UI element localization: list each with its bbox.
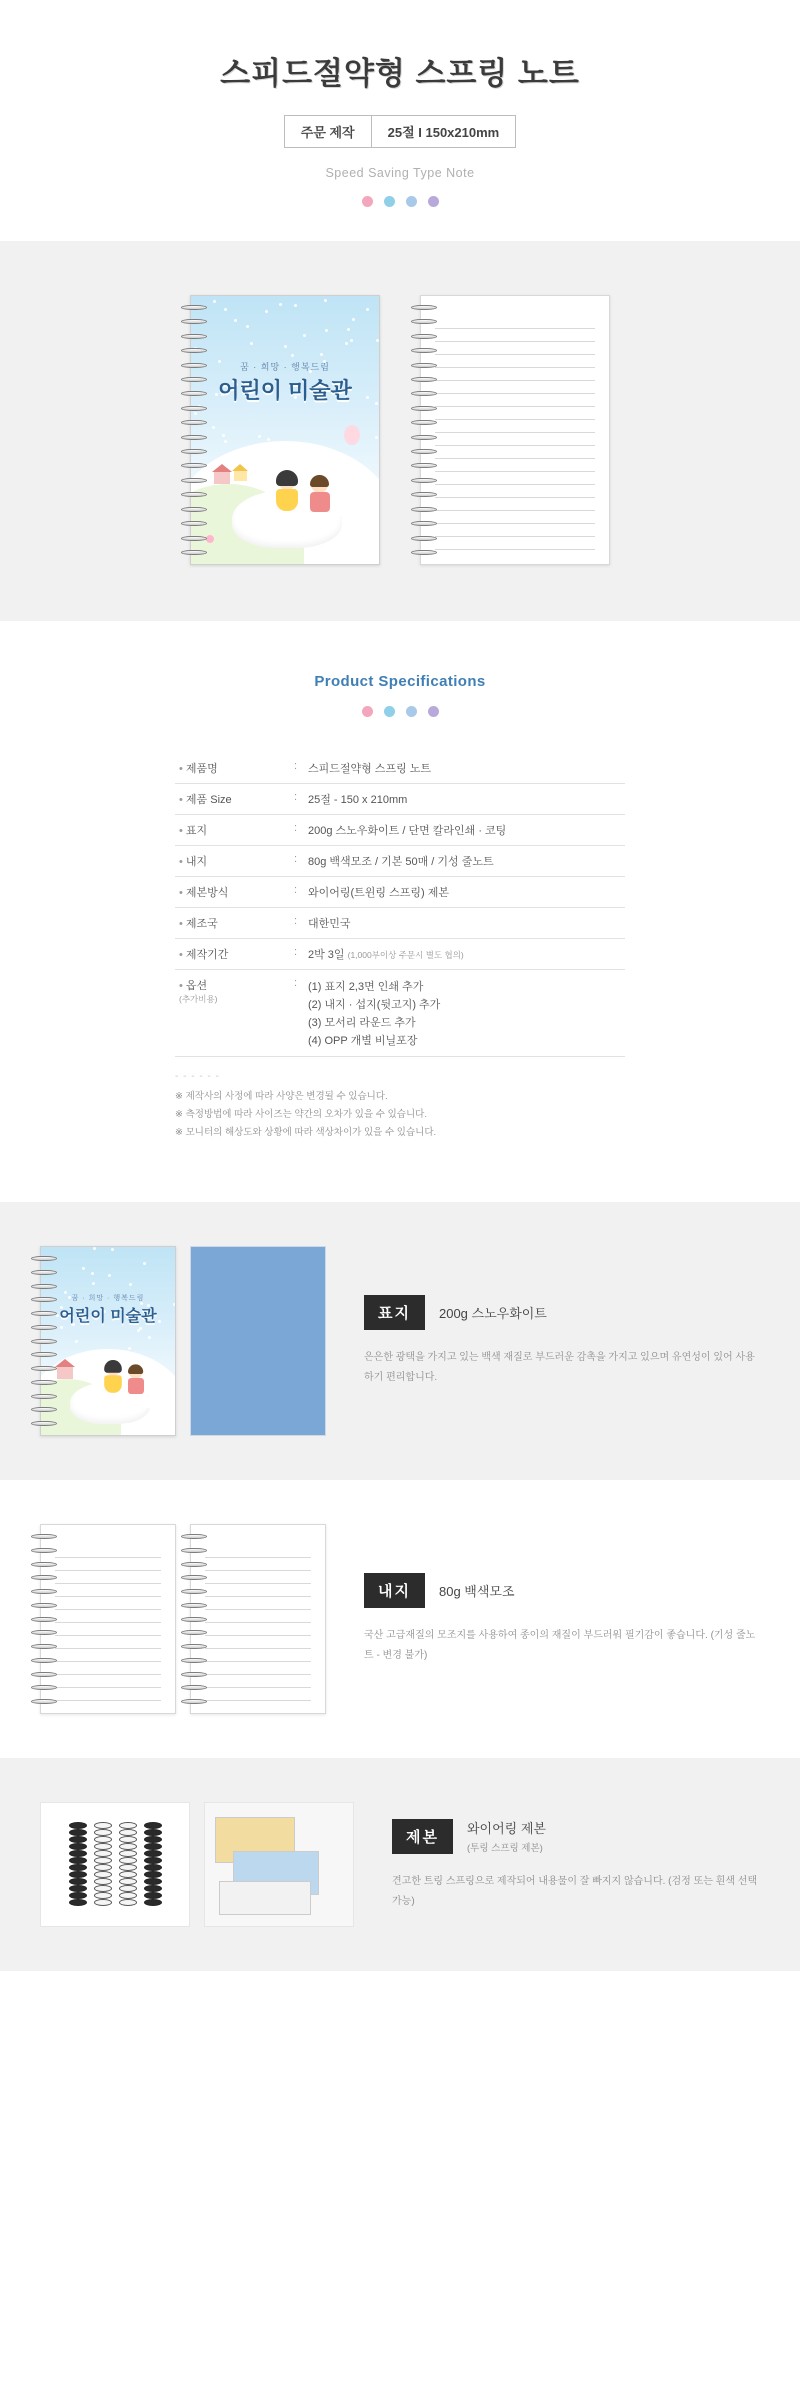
- wire-ring-icon: [94, 1836, 112, 1843]
- star-icon: [267, 438, 270, 441]
- star-icon: [291, 354, 294, 357]
- wire-ring-icon: [69, 1892, 87, 1899]
- badge-binding: 제본: [392, 1819, 453, 1854]
- divider-dashes: - - - - - -: [175, 1071, 220, 1082]
- star-icon: [92, 1282, 95, 1285]
- disclaimer-notes: [175, 1088, 625, 1142]
- wire-ring-icon: [94, 1899, 112, 1906]
- wire-ring-icon: [94, 1850, 112, 1857]
- specifications-section: [0, 621, 800, 1202]
- wire-ring-icon: [69, 1836, 87, 1843]
- wire-ring-icon: [144, 1892, 162, 1899]
- spiral-binding-icon-2: [411, 295, 437, 565]
- wire-ring-icon: [119, 1864, 137, 1871]
- rule-line: [205, 1636, 311, 1649]
- bound-notebooks-photo: [204, 1802, 354, 1927]
- rule-line: [55, 1623, 161, 1636]
- wire-ring-icon: [119, 1871, 137, 1878]
- spec-colon: :: [290, 877, 304, 908]
- cover-title-small: 어린이 미술관: [59, 1308, 157, 1326]
- wire-rings-photo: [40, 1802, 190, 1927]
- dot-1: [362, 196, 373, 207]
- girl-illustration: [274, 472, 300, 518]
- wire-ring-icon: [69, 1857, 87, 1864]
- wire-ring-icon: [69, 1822, 87, 1829]
- rule-line: [435, 511, 595, 524]
- spec-value-note: (1,000부이상 주문시 별도 협의): [347, 950, 464, 960]
- star-icon: [224, 308, 227, 311]
- spec-key: • 제품명: [175, 753, 290, 784]
- star-icon: [347, 328, 350, 331]
- badge-inner: 내지: [364, 1573, 425, 1608]
- wire-ring-icon: [144, 1878, 162, 1885]
- rule-line: [435, 420, 595, 433]
- star-icon: [325, 329, 328, 332]
- dot-2: [384, 196, 395, 207]
- rule-line: [55, 1662, 161, 1675]
- spec-colon: :: [290, 939, 304, 970]
- rule-line: [55, 1558, 161, 1571]
- cover-material-swatch: [190, 1246, 326, 1436]
- ring-stack-white-icon: [94, 1822, 112, 1908]
- feature-cover-body: 은은한 광택을 가지고 있는 백색 재질로 부드러운 감촉을 가지고 있으며 유연성이 있어 사용하기 편리합니다.: [364, 1352, 755, 1383]
- star-icon: [212, 426, 215, 429]
- star-icon: [60, 1326, 63, 1329]
- spiral-binding-icon-4: [31, 1524, 57, 1714]
- boy-illustration: [308, 476, 332, 518]
- wire-ring-icon: [144, 1829, 162, 1836]
- order-value: 25절 I 150x210mm: [387, 125, 500, 140]
- feature-inner-heading: [364, 1573, 760, 1608]
- list-item: (1) 표지 2,3면 인쇄 추가: [308, 981, 424, 993]
- wire-ring-icon: [144, 1857, 162, 1864]
- wire-ring-icon: [119, 1829, 137, 1836]
- feature-inner-section: [0, 1480, 800, 1758]
- badge-cover: 표지: [364, 1295, 425, 1330]
- dot-3: [406, 196, 417, 207]
- rule-line: [205, 1662, 311, 1675]
- rule-line: [435, 329, 595, 342]
- wire-ring-icon: [144, 1850, 162, 1857]
- dot-4: [428, 196, 439, 207]
- wire-ring-icon: [119, 1822, 137, 1829]
- feature-cover-heading: [364, 1295, 760, 1330]
- star-icon: [350, 339, 353, 342]
- star-icon: [222, 434, 225, 437]
- wire-ring-icon: [94, 1864, 112, 1871]
- order-label: 주문 제작: [285, 116, 372, 147]
- wire-ring-icon: [69, 1864, 87, 1871]
- girl-illustration: [103, 1362, 124, 1399]
- rule-line: [55, 1610, 161, 1623]
- house-icon: [57, 1366, 73, 1379]
- star-icon: [324, 299, 327, 302]
- ruled-pages: [420, 295, 610, 565]
- rule-line: [435, 381, 595, 394]
- rule-line: [435, 446, 595, 459]
- list-item: (4) OPP 개별 비닐포장: [308, 1035, 418, 1047]
- star-icon: [320, 353, 323, 356]
- rule-line: [205, 1545, 311, 1558]
- rule-line: [55, 1649, 161, 1662]
- list-item: ※ 측정방법에 따라 사이즈는 약간의 오차가 있을 수 있습니다.: [175, 1109, 427, 1121]
- rule-line: [205, 1571, 311, 1584]
- table-row-options: [175, 970, 625, 1057]
- feature-binding-title: 와이어링 제본: [466, 1821, 546, 1837]
- feature-binding-subtitle: (투링 스프링 제본): [466, 1843, 543, 1855]
- rule-line: [205, 1610, 311, 1623]
- rule-line: [55, 1675, 161, 1688]
- page-header: [0, 0, 800, 241]
- ruled-lines-3: [205, 1545, 311, 1697]
- spec-colon: :: [290, 970, 304, 1057]
- wire-ring-icon: [69, 1829, 87, 1836]
- wire-ring-icon: [69, 1850, 87, 1857]
- wire-ring-icon: [94, 1892, 112, 1899]
- rule-line: [55, 1571, 161, 1584]
- bound-notebook-3: [219, 1881, 311, 1915]
- cover-title: 어린이 미술관: [218, 378, 352, 403]
- ring-stack-white-icon-2: [119, 1822, 137, 1908]
- wire-ring-icon: [69, 1878, 87, 1885]
- wire-ring-icon: [144, 1899, 162, 1906]
- spec-table: [175, 753, 625, 1057]
- star-icon: [143, 1262, 146, 1265]
- star-icon: [129, 1283, 132, 1286]
- spiral-binding-icon-5: [181, 1524, 207, 1714]
- wire-ring-icon: [119, 1836, 137, 1843]
- house-icon-2: [234, 470, 247, 481]
- star-icon: [93, 1247, 96, 1250]
- rule-line: [205, 1649, 311, 1662]
- cover-artwork-small: [40, 1246, 176, 1436]
- wire-ring-icon: [144, 1885, 162, 1892]
- spec-key: • 제조국: [175, 908, 290, 939]
- spec-colon: :: [290, 908, 304, 939]
- spec-value: 대한민국: [304, 908, 625, 939]
- spec-value: 200g 스노우화이트 / 단면 칼라인쇄 · 코팅: [304, 815, 625, 846]
- spec-dot-decoration: [0, 706, 800, 717]
- wire-ring-icon: [94, 1829, 112, 1836]
- rule-line: [55, 1688, 161, 1701]
- rule-line: [205, 1584, 311, 1597]
- table-row: [175, 939, 625, 970]
- star-icon: [111, 1248, 114, 1251]
- ruled-pages-small-2: [190, 1524, 326, 1714]
- table-row: [175, 815, 625, 846]
- balloon-icon: [344, 425, 360, 445]
- dot-1: [362, 706, 373, 717]
- rule-line: [435, 355, 595, 368]
- star-icon: [108, 1274, 111, 1277]
- spec-heading: Product Specifications: [314, 673, 486, 690]
- feature-inner-text: [348, 1573, 760, 1665]
- rule-line: [205, 1597, 311, 1610]
- table-row: [175, 877, 625, 908]
- star-icon: [148, 1336, 151, 1339]
- spec-key: • 표지: [175, 815, 290, 846]
- wire-ring-icon: [119, 1850, 137, 1857]
- dot-3: [406, 706, 417, 717]
- wire-ring-icon: [144, 1843, 162, 1850]
- feature-cover-images: [40, 1246, 326, 1436]
- feature-cover-title: 200g 스노우화이트: [438, 1305, 547, 1321]
- wire-ring-icon: [144, 1822, 162, 1829]
- wire-ring-icon: [94, 1878, 112, 1885]
- cover-subtitle: 꿈 · 희망 · 행복드림: [240, 362, 330, 372]
- hero-section: [0, 241, 800, 621]
- wire-ring-icon: [144, 1836, 162, 1843]
- cover-thumb: [40, 1246, 176, 1436]
- star-icon: [284, 345, 287, 348]
- rule-line: [435, 498, 595, 511]
- wire-ring-icon: [144, 1871, 162, 1878]
- spec-key: • 제품 Size: [175, 784, 290, 815]
- spiral-binding-icon: [181, 295, 207, 565]
- list-item: ※ 제작사의 사정에 따라 사양은 변경될 수 있습니다.: [175, 1091, 388, 1102]
- rule-line: [435, 433, 595, 446]
- spec-value: [304, 939, 625, 970]
- wire-ring-icon: [119, 1843, 137, 1850]
- table-row: [175, 846, 625, 877]
- wire-rings-illustration: [41, 1803, 189, 1926]
- inner-thumb-1: [40, 1524, 176, 1714]
- inner-thumb-2: [190, 1524, 326, 1714]
- ring-stack-black-icon: [69, 1822, 87, 1908]
- star-icon: [294, 304, 297, 307]
- rule-line: [435, 407, 595, 420]
- header-dot-decoration: [0, 196, 800, 207]
- rule-line: [435, 316, 595, 329]
- option-list: [304, 970, 625, 1057]
- feature-cover-section: [0, 1202, 800, 1480]
- ring-stack-black-icon-2: [144, 1822, 162, 1908]
- wire-ring-icon: [94, 1822, 112, 1829]
- spec-colon: :: [290, 815, 304, 846]
- star-icon: [345, 342, 348, 345]
- feature-binding-heading: [392, 1818, 760, 1854]
- dot-4: [428, 706, 439, 717]
- table-row: [175, 784, 625, 815]
- feature-binding-images: [40, 1802, 354, 1927]
- wire-ring-icon: [69, 1843, 87, 1850]
- wire-ring-icon: [69, 1871, 87, 1878]
- rule-line: [435, 537, 595, 550]
- page-subtitle: Speed Saving Type Note: [325, 166, 475, 180]
- wire-ring-icon: [144, 1864, 162, 1871]
- list-item: ※ 모니터의 해상도와 상황에 따라 색상차이가 있을 수 있습니다.: [175, 1127, 437, 1139]
- rule-line: [435, 368, 595, 381]
- notebook-pages-preview: [420, 295, 610, 565]
- star-icon: [75, 1340, 78, 1343]
- boy-illustration: [126, 1365, 145, 1399]
- list-item: (3) 모서리 라운드 추가: [308, 1017, 416, 1029]
- rule-line: [205, 1623, 311, 1636]
- star-icon: [265, 310, 268, 313]
- spec-key: • 제본방식: [175, 877, 290, 908]
- rule-line: [435, 524, 595, 537]
- rule-line: [435, 472, 595, 485]
- house-icon: [214, 471, 230, 484]
- option-key-sub: (추가비용): [179, 994, 218, 1004]
- star-icon: [258, 435, 261, 438]
- wire-ring-icon: [94, 1857, 112, 1864]
- flower-icon: [206, 535, 214, 543]
- spec-key: • 제작기간: [175, 939, 290, 970]
- ruled-lines-2: [55, 1545, 161, 1697]
- page-title: 스피드절약형 스프링 노트: [220, 56, 580, 91]
- rule-line: [55, 1597, 161, 1610]
- feature-inner-title: 80g 백색모조: [438, 1583, 515, 1599]
- feature-inner-images: [40, 1524, 326, 1714]
- star-icon: [303, 334, 306, 337]
- rule-line: [435, 342, 595, 355]
- star-icon: [224, 440, 227, 443]
- wire-ring-icon: [119, 1878, 137, 1885]
- rule-line: [435, 394, 595, 407]
- feature-binding-body: 견고한 트링 스프링으로 제작되어 내용물이 잘 빠지지 않습니다. (검정 또는 흰색 선택 가능): [392, 1876, 758, 1907]
- star-icon: [82, 1267, 85, 1270]
- notebook-cover-preview: [190, 295, 380, 565]
- rule-line: [435, 485, 595, 498]
- spec-colon: :: [290, 846, 304, 877]
- cover-subtitle-small: 꿈 · 희망 · 행복드림: [71, 1295, 145, 1303]
- spec-value: 80g 백색모조 / 기본 50매 / 기성 줄노트: [304, 846, 625, 877]
- star-icon: [366, 308, 369, 311]
- dot-2: [384, 706, 395, 717]
- star-icon: [213, 300, 216, 303]
- rule-line: [205, 1558, 311, 1571]
- ruled-pages-small-1: [40, 1524, 176, 1714]
- star-icon: [352, 318, 355, 321]
- spiral-binding-icon-3: [31, 1246, 57, 1436]
- wire-ring-icon: [94, 1871, 112, 1878]
- star-icon: [376, 339, 379, 342]
- spec-value: 와이어링(트윈링 스프링) 제본: [304, 877, 625, 908]
- spec-key: • 내지: [175, 846, 290, 877]
- star-icon: [250, 342, 253, 345]
- table-row: [175, 753, 625, 784]
- cover-artwork: [190, 295, 380, 565]
- star-icon: [246, 325, 249, 328]
- spec-colon: :: [290, 784, 304, 815]
- wire-ring-icon: [94, 1885, 112, 1892]
- wire-ring-icon: [69, 1899, 87, 1906]
- spec-value: 25절 - 150 x 210mm: [304, 784, 625, 815]
- wire-ring-icon: [94, 1843, 112, 1850]
- spec-colon: :: [290, 753, 304, 784]
- spec-value-text: 2박 3일: [308, 949, 345, 961]
- star-icon: [128, 1347, 131, 1350]
- star-icon: [91, 1272, 94, 1275]
- order-spec-bar: [284, 115, 516, 148]
- wire-ring-icon: [119, 1857, 137, 1864]
- table-row: [175, 908, 625, 939]
- feature-inner-body: 국산 고급재질의 모조지를 사용하여 종이의 재질이 부드러워 필기감이 좋습니다. (기성 줄노트 - 변경 불가): [364, 1630, 756, 1661]
- rule-line: [55, 1584, 161, 1597]
- option-key-text: 옵션: [185, 980, 208, 992]
- ruled-lines: [435, 316, 595, 548]
- wire-ring-icon: [119, 1885, 137, 1892]
- list-item: (2) 내지 · 섭지(뒷고지) 추가: [308, 999, 441, 1011]
- rule-line: [205, 1688, 311, 1701]
- rule-line: [55, 1636, 161, 1649]
- wire-ring-icon: [119, 1899, 137, 1906]
- star-icon: [234, 319, 237, 322]
- feature-cover-text: [348, 1295, 760, 1387]
- rule-line: [435, 459, 595, 472]
- feature-binding-text: [376, 1818, 760, 1911]
- wire-ring-icon: [69, 1885, 87, 1892]
- spec-key-option: [175, 970, 290, 1057]
- spec-value: 스피드절약형 스프링 노트: [304, 753, 625, 784]
- rule-line: [55, 1545, 161, 1558]
- star-icon: [375, 436, 378, 439]
- wire-ring-icon: [119, 1892, 137, 1899]
- star-icon: [279, 303, 282, 306]
- rule-line: [205, 1675, 311, 1688]
- feature-binding-section: [0, 1758, 800, 1971]
